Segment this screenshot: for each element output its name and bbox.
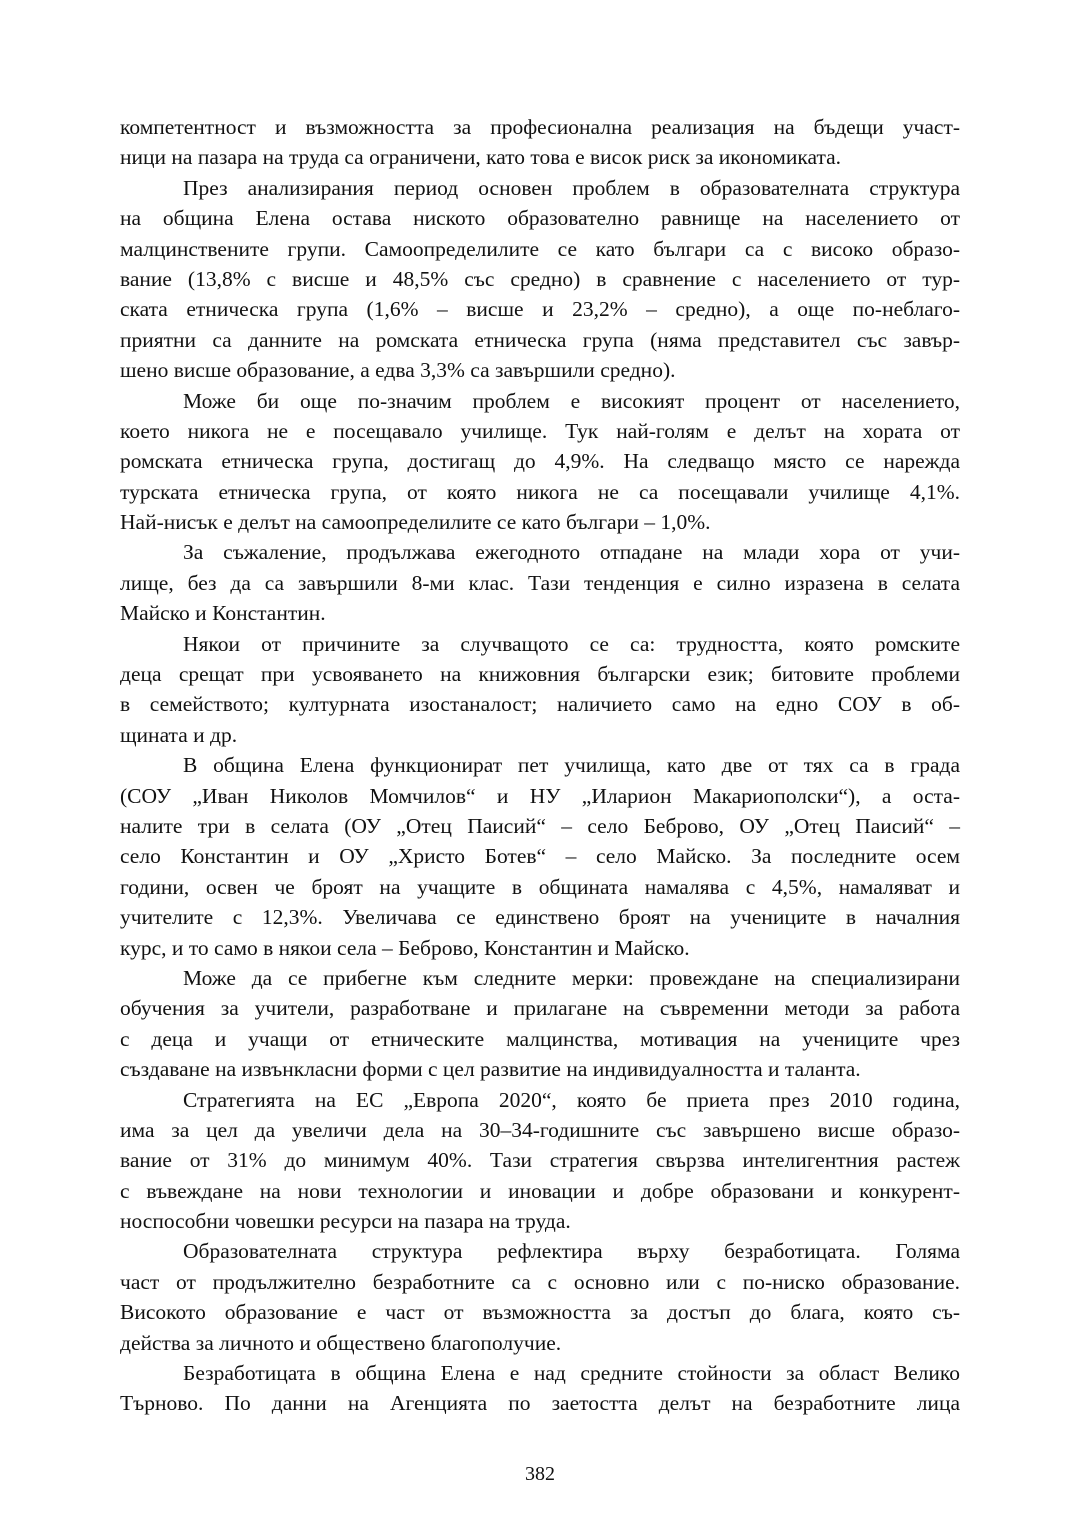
text-line: Някои от причините за случващото се са: трудността, която ромските xyxy=(183,631,960,656)
text-line: Стратегията на ЕС „Европа 2020“, която бе приета през 2010 година, xyxy=(183,1087,960,1112)
paragraph xyxy=(120,1236,960,1358)
text-line: носпособни човешки ресурси на пазара на труда. xyxy=(120,1209,571,1234)
text-line: с деца и учащи от етническите малцинства, мотивация на учениците чрез xyxy=(120,1026,960,1051)
text-line: Високото образование е част от възможността за достъп до блага, която съ- xyxy=(120,1300,960,1325)
paragraph xyxy=(120,112,960,173)
text-line: деца срещат при усвояването на книжовния български език; битовите проблеми xyxy=(120,662,960,687)
text-line: Безработицата в община Елена е над средните стойности за област Велико xyxy=(183,1361,960,1386)
text-line: на община Елена остава ниското образователно равнище на населението от xyxy=(120,206,960,231)
text-line: с въвеждане на нови технологии и иновации и добре образовани и конкурент- xyxy=(120,1178,960,1203)
text-line: в семейството; културната изостаналост; наличието само на едно СОУ в об- xyxy=(120,692,960,717)
text-line: обучения за учители, разработване и прилагане на съвременни методи за работа xyxy=(120,996,960,1021)
text-line: село Константин и ОУ „Христо Ботев“ – село Майско. За последните осем xyxy=(120,844,960,869)
paragraph xyxy=(120,963,960,1085)
paragraph xyxy=(120,629,960,751)
text-line: част от продължително безработните са с основно или с по-ниско образование. xyxy=(120,1269,960,1294)
text-line: В община Елена функционират пет училища, като две от тях са в града xyxy=(183,753,960,778)
text-line: приятни са данните на ромската етническа група (няма представител със завър- xyxy=(120,327,960,352)
paragraph xyxy=(120,173,960,386)
paragraph xyxy=(120,1358,960,1419)
text-line: има за цел да увеличи дела на 30–34-годишните със завършено висше образо- xyxy=(120,1117,960,1142)
text-line: Най-нисък е делът на самоопределилите се като българи – 1,0%. xyxy=(120,510,711,535)
text-line: За съжаление, продължава ежегодното отпадане на млади хора от учи- xyxy=(183,540,960,565)
paragraph xyxy=(120,750,960,963)
text-line: Образователната структура рефлектира върху безработицата. Голяма xyxy=(183,1239,960,1264)
text-line: Може да се прибегне към следните мерки: провеждане на специализирани xyxy=(183,965,960,990)
text-line: (СОУ „Иван Николов Момчилов“ и НУ „Иларион Макариополски“), а оста- xyxy=(120,783,960,808)
text-line: години, освен че броят на учащите в общината намалява с 4,5%, намаляват и xyxy=(120,874,960,899)
text-line: лище, без да са завършили 8-ми клас. Тази тенденция е силно изразена в селата xyxy=(120,570,960,595)
paragraph xyxy=(120,537,960,628)
page-number: 382 xyxy=(525,1463,555,1485)
text-line: което никога не е посещавало училище. Тук най-голям е делът на хората от xyxy=(120,418,960,443)
text-line: налите три в селата (ОУ „Отец Паисий“ – село Беброво, ОУ „Отец Паисий“ – xyxy=(120,813,960,838)
text-line: компетентност и възможността за професионална реализация на бъдещи участ- xyxy=(120,115,960,139)
page-body xyxy=(120,112,960,1419)
text-line: учителите с 12,3%. Увеличава се единствено броят на учениците в началния xyxy=(120,905,960,930)
text-line: ромската етническа група, достигащ до 4,9%. На следващо място се нарежда xyxy=(120,449,960,474)
text-line: Търново. По данни на Агенцията по заетостта делът на безработните лица xyxy=(120,1391,960,1416)
text-line: шено висше образование, а едва 3,3% са завършили средно). xyxy=(120,358,676,383)
paragraph xyxy=(120,386,960,538)
text-line: През анализирания период основен проблем в образователната структура xyxy=(183,175,960,200)
text-line: турската етническа група, от която никога не са посещавали училище 4,1%. xyxy=(120,479,960,504)
text-line: създаване на извънкласни форми с цел развитие на индивидуалността и таланта. xyxy=(120,1057,861,1082)
text-line: действа за личното и обществено благополучие. xyxy=(120,1330,562,1355)
text-line: вание (13,8% с висше и 48,5% със средно) в сравнение с населението от тур- xyxy=(120,266,960,291)
text-line: Може би още по-значим проблем е високият процент от населението, xyxy=(183,388,960,413)
text-line: вание от 31% до минимум 40%. Тази стратегия свързва интелигентния растеж xyxy=(120,1148,960,1173)
text-line: курс, и то само в някои села – Беброво, Константин и Майско. xyxy=(120,935,690,960)
text-line: малцинствените групи. Самоопределилите се като българи са с високо образо- xyxy=(120,236,960,261)
paragraph xyxy=(120,1085,960,1237)
text-line: щината и др. xyxy=(120,722,238,747)
text-line: ската етническа група (1,6% – висше и 23,2% – средно), а още по-неблаго- xyxy=(120,297,960,322)
text-line: Майско и Константин. xyxy=(120,601,326,626)
text-line: ници на пазара на труда са ограничени, като това е висок риск за икономиката. xyxy=(120,145,842,170)
